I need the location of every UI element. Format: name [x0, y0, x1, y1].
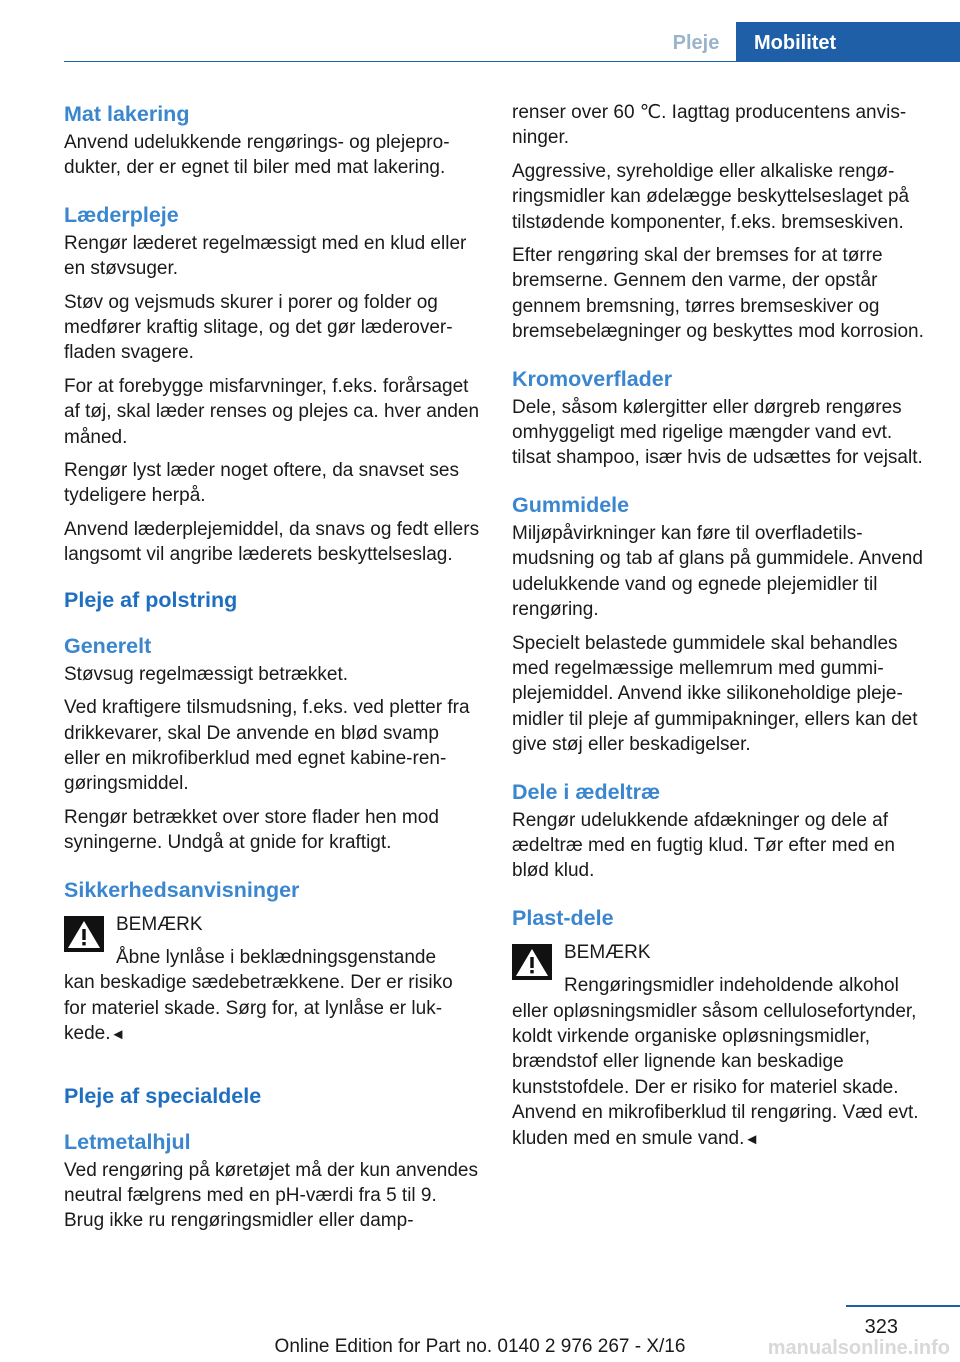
page-header — [0, 0, 960, 62]
warning-text: eller opløsningsmidler såsom cellulosefortynder, koldt virkende organiske opløsningsmidler, brændstof eller lignende kan beskadige kunststofdele. Der er risiko for materiel skade. Anvend en mikrofiberklud til rengøring. Væd evt. kluden med en smule vand. — [512, 1000, 919, 1149]
paragraph: For at forebygge misfarvninger, f.eks. forårsaget af tøj, skal læder renses og plejes ca. hver anden måned. — [64, 375, 480, 448]
paragraph: Rengør læderet regelmæssigt med en klud eller en støvsuger. — [64, 232, 467, 280]
footer-rule — [846, 1305, 960, 1307]
warning-note — [512, 940, 930, 1152]
warning-note — [64, 912, 480, 1048]
header-rule — [64, 61, 960, 62]
left-column — [64, 100, 480, 1242]
paragraph: renser over 60 ℃. Iagttag producentens anvisninger. — [512, 102, 907, 149]
warning-label: BEMÆRK — [116, 913, 203, 935]
heading-pleje-af-specialdele: Pleje af specialdele — [64, 1083, 262, 1108]
paragraph: Efter rengøring skal der bremses for at tørre bremserne. Gennem den varme, der opstår gennem bremsning, tørres bremseskiver og bremsebelægninger og beskyttes mod korrosion. — [512, 245, 924, 343]
warning-text: kan beskadige sædebetrækkene. Der er risiko for materiel skade. Sørg for, at lynlåse er lukkede. — [64, 972, 453, 1045]
watermark: manualsonline.info — [767, 1337, 950, 1359]
tab-mobilitet: Mobilitet — [736, 22, 960, 62]
paragraph: Anvend læderplejemiddel, da snavs og fedt ellers langsomt vil angribe læderets beskyttelseslag. — [64, 518, 480, 566]
paragraph: Aggressive, syreholdige eller alkaliske rengøringsmidler kan ødelægge beskyttelseslaget på tilstødende komponenter, f.eks. bremseskiven. — [512, 160, 910, 233]
paragraph: Ved rengøring på køretøjet må der kun anvendes neutral fælgrens med en pH-værdi fra 5 til 9. Brug ikke ru rengøringsmidler eller damp- — [64, 1159, 479, 1232]
paragraph: Specielt belastede gummidele skal behandles med regelmæssige mellemrum med gummiplejemiddel. Anvend ikke silikoneholdige plejemidler til pleje af gummipakninger, ellers kan det give støj eller beskadigelser. — [512, 632, 918, 756]
paragraph: Støv og vejsmuds skurer i porer og folder og medfører kraftig slitage, og det gør læderoverfladen svagere. — [64, 291, 453, 364]
tab-pleje: Pleje — [672, 32, 720, 54]
heading-pleje-af-polstring: Pleje af polstring — [64, 587, 238, 612]
warning-triangle-icon — [512, 944, 552, 980]
paragraph: Støvsug regelmæssigt betrækket. — [64, 663, 349, 685]
warning-triangle-icon — [64, 916, 104, 952]
warning-text-first-line: Rengøringsmidler indeholdende alkohol — [564, 975, 899, 997]
warning-text-first-line: Åbne lynlåse i beklædningsgenstande — [116, 946, 437, 968]
page-number: 323 — [864, 1316, 898, 1338]
paragraph: Dele, såsom kølergitter eller dørgreb rengøres omhyggeligt med rigelige mængder vand evt. tilsat shampoo, især hvis de udsættes for vejsalt. — [512, 396, 923, 469]
edition-footer: Online Edition for Part no. 0140 2 976 267 - X/16 — [274, 1336, 686, 1357]
right-column — [512, 100, 930, 1152]
paragraph: Rengør udelukkende afdækninger og dele af ædeltræ med en fugtig klud. Tør efter med en blød klud. — [512, 809, 895, 882]
paragraph: Rengør lyst læder noget oftere, da snavset ses tydeligere herpå. — [64, 460, 459, 507]
paragraph: Ved kraftigere tilsmudsning, f.eks. ved pletter fra drikkevarer, skal De anvende en blød svamp eller en mikrofiberklud med egnet kabine-rengøringsmiddel. — [64, 697, 470, 795]
end-mark: ◄ — [744, 1130, 760, 1148]
heading-sikkerhedsanvisninger: Sikkerhedsanvisninger — [64, 877, 300, 902]
heading-laederpleje: Læderpleje — [64, 202, 179, 227]
heading-letmetalhjul: Letmetalhjul — [64, 1129, 191, 1154]
end-mark: ◄ — [110, 1026, 126, 1044]
paragraph: Rengør betrækket over store flader hen mod syningerne. Undgå at gnide for kraftigt. — [64, 806, 439, 854]
heading-generelt: Generelt — [64, 633, 152, 658]
paragraph: Anvend udelukkende rengørings- og plejeprodukter, der er egnet til biler med mat lakering. — [64, 132, 450, 179]
heading-plast-dele: Plast-dele — [512, 905, 614, 930]
heading-gummidele: Gummidele — [512, 492, 630, 517]
paragraph: Miljøpåvirkninger kan føre til overfladetilsmudsning og tab af glans på gummidele. Anvend udelukkende vand og egnede plejemidler til rengøring. — [512, 522, 923, 621]
warning-label: BEMÆRK — [564, 941, 651, 963]
heading-kromoverflader: Kromoverflader — [512, 366, 673, 391]
heading-mat-lakering: Mat lakering — [64, 102, 190, 126]
heading-dele-i-aedeltrae: Dele i ædeltræ — [512, 779, 661, 804]
